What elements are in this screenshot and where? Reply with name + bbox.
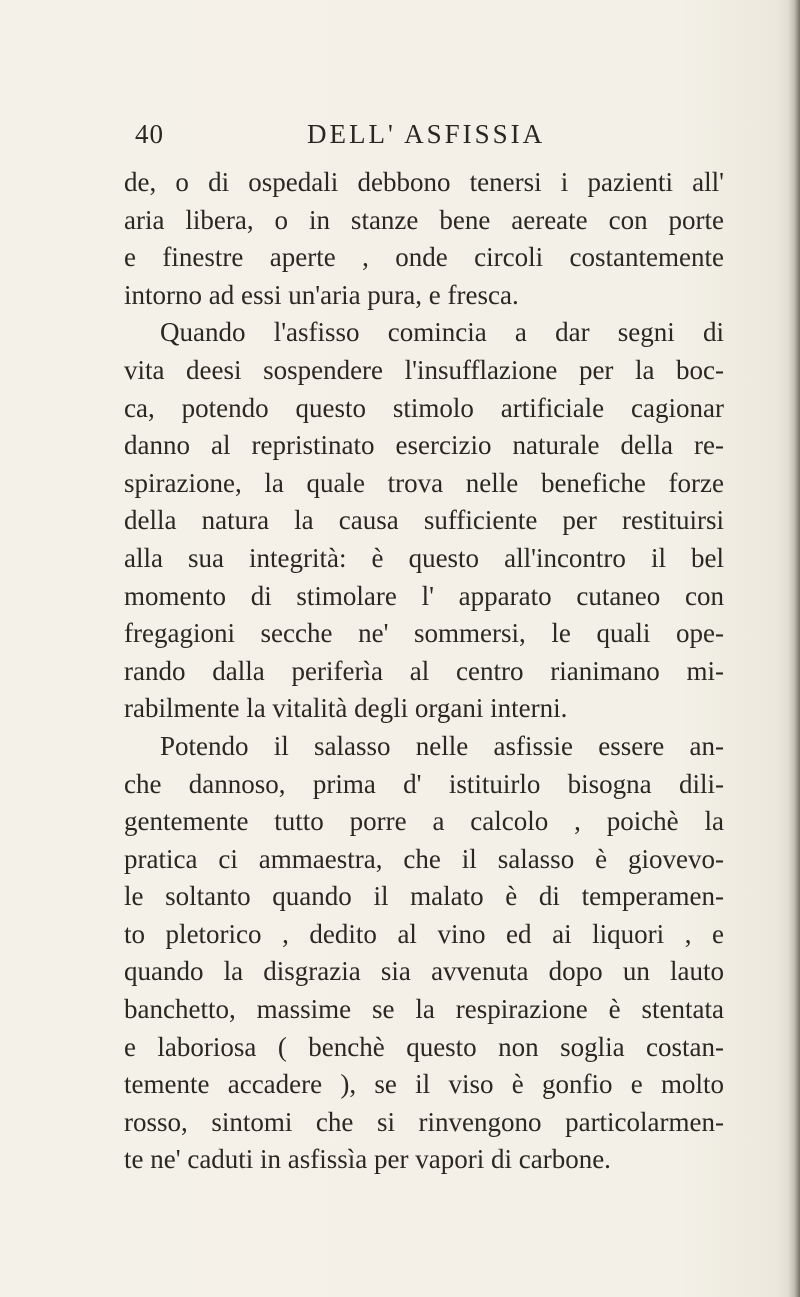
text-line: rosso, sintomi che si rinvengono particolarmen- <box>124 1106 724 1137</box>
text-line: to pletorico , dedito al vino ed ai liquori , e <box>124 918 724 949</box>
text-line: vita deesi sospendere l'insufflazione per la boc- <box>124 354 724 385</box>
text-line: della natura la causa sufficiente per restituirsi <box>124 505 724 536</box>
running-title: DELL' ASFISSIA <box>307 119 546 149</box>
text-line: e finestre aperte , onde circoli costantemente <box>124 242 724 273</box>
body-text <box>124 164 724 1179</box>
text-line: rando dalla periferìa al centro rianimano mi- <box>124 655 724 686</box>
text-line: gentemente tutto porre a calcolo , poichè la <box>124 806 724 837</box>
text-line: le soltanto quando il malato è di temperamen- <box>124 881 724 912</box>
text-line: quando la disgrazia sia avvenuta dopo un lauto <box>124 956 724 987</box>
text-line: Quando l'asfisso comincia a dar segni di <box>160 317 724 348</box>
text-line: intorno ad essi un'aria pura, e fresca. <box>124 279 519 310</box>
text-line: pratica ci ammaestra, che il salasso è giovevo- <box>124 843 724 874</box>
text-line: banchetto, massime se la respirazione è stentata <box>124 994 724 1025</box>
page-number: 40 <box>135 119 164 149</box>
text-line: temente accadere ), se il viso è gonfio e molto <box>124 1069 724 1100</box>
text-line: danno al repristinato esercizio naturale della re- <box>124 430 724 461</box>
text-line: momento di stimolare l' apparato cutaneo con <box>124 580 724 611</box>
text-line: aria libera, o in stanze bene aereate con porte <box>124 204 724 235</box>
text-line: alla sua integrità: è questo all'incontro il bel <box>124 542 724 573</box>
text-line: ca, potendo questo stimolo artificiale cagionar <box>124 392 724 423</box>
page-header <box>135 119 695 159</box>
text-line: de, o di ospedali debbono tenersi i pazienti all' <box>124 167 724 197</box>
page-edge-shadow <box>788 0 800 1297</box>
text-line: spirazione, la quale trova nelle benefiche forze <box>124 467 724 498</box>
text-line: te ne' caduti in asfissìa per vapori di carbone. <box>124 1144 611 1175</box>
text-line: rabilmente la vitalità degli organi interni. <box>124 693 568 724</box>
text-line: fregagioni secche ne' sommersi, le quali ope- <box>124 618 724 649</box>
text-line: Potendo il salasso nelle asfissie essere an- <box>160 730 724 761</box>
text-line: e laboriosa ( benchè questo non soglia costan- <box>124 1031 724 1062</box>
text-line: che dannoso, prima d' istituirlo bisogna dili- <box>124 768 724 799</box>
